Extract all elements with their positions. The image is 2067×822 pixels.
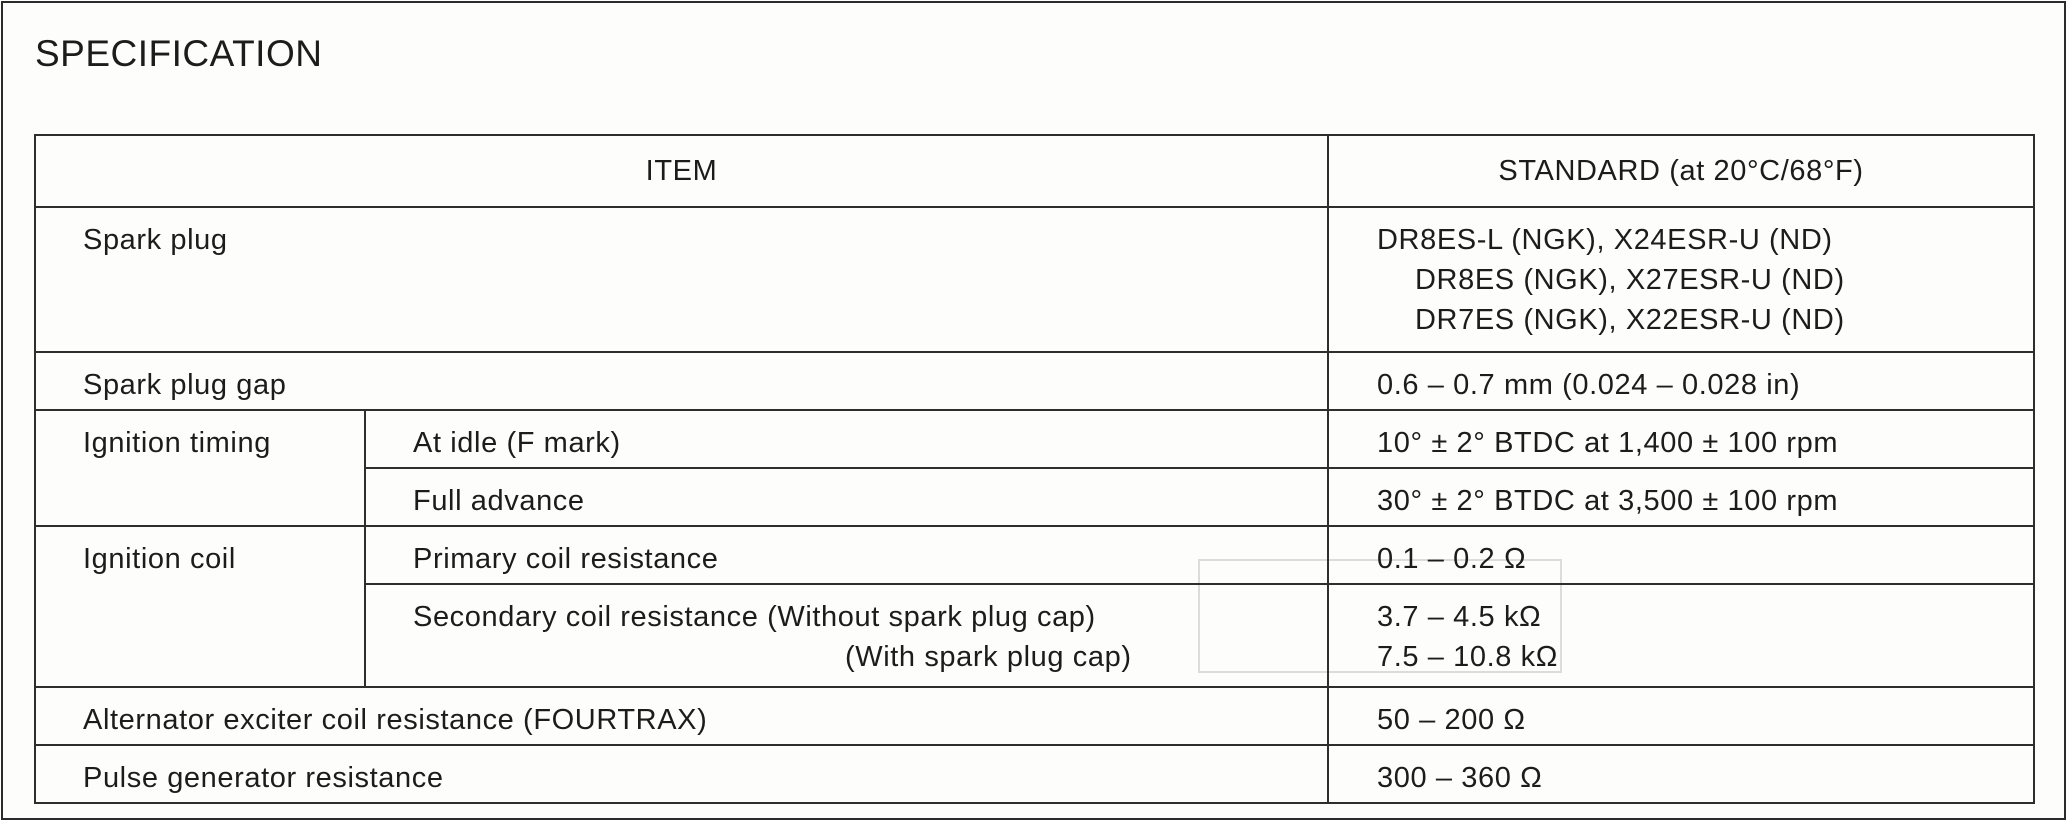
header-item: ITEM — [35, 135, 1328, 207]
item-pulse-generator — [35, 745, 1328, 803]
subitem-label: Primary coil resistance — [413, 543, 719, 575]
item-spark-plug-gap — [35, 352, 1328, 410]
subitem-label: Full advance — [413, 485, 585, 517]
value-full-advance — [1328, 468, 2034, 526]
value-spark-plug — [1328, 207, 2034, 352]
item-alternator — [35, 687, 1328, 745]
subitem-secondary-coil — [365, 584, 1328, 687]
item-label: Ignition timing — [83, 427, 271, 459]
value-text: 0.6 – 0.7 mm (0.024 – 0.028 in) — [1377, 369, 1801, 401]
value-text: 0.1 – 0.2 Ω — [1377, 543, 1527, 575]
item-ignition-coil — [35, 526, 365, 687]
value-with-cap: 7.5 – 10.8 kΩ — [1377, 641, 1559, 673]
item-label: Spark plug — [83, 224, 228, 256]
subitem-at-idle — [365, 410, 1328, 468]
value-secondary-coil — [1328, 584, 2034, 687]
manual-page — [1, 1, 2066, 820]
table-row-pulse-generator — [35, 745, 2034, 803]
spark-plug-value-1: DR8ES-L (NGK), X24ESR-U (ND) — [1377, 224, 1833, 256]
table-row-ignition-coil-primary — [35, 526, 2034, 584]
value-text: 50 – 200 Ω — [1377, 704, 1526, 736]
table-row-alternator — [35, 687, 2034, 745]
table-row-ignition-timing-idle — [35, 410, 2034, 468]
item-ignition-timing — [35, 410, 365, 526]
table-row-spark-plug-gap — [35, 352, 2034, 410]
value-without-cap: 3.7 – 4.5 kΩ — [1377, 601, 1542, 633]
item-label: Ignition coil — [83, 543, 236, 575]
header-standard: STANDARD (at 20°C/68°F) — [1328, 135, 2034, 207]
subitem-full-advance — [365, 468, 1328, 526]
table-row-spark-plug — [35, 207, 2034, 352]
page-title: SPECIFICATION — [35, 33, 323, 74]
value-primary-coil — [1328, 526, 2034, 584]
value-alternator — [1328, 687, 2034, 745]
specification-table — [34, 134, 2035, 804]
item-label: Pulse generator resistance — [83, 762, 444, 794]
spark-plug-value-2: DR8ES (NGK), X27ESR-U (ND) — [1415, 264, 1845, 296]
item-spark-plug — [35, 207, 1328, 352]
value-text: 30° ± 2° BTDC at 3,500 ± 100 rpm — [1377, 485, 1839, 517]
value-at-idle — [1328, 410, 2034, 468]
value-text: 10° ± 2° BTDC at 1,400 ± 100 rpm — [1377, 427, 1839, 459]
subitem-label-with-cap: (With spark plug cap) — [845, 641, 1132, 673]
item-label: Spark plug gap — [83, 369, 287, 401]
table-header-row — [35, 135, 2034, 207]
value-pulse-generator — [1328, 745, 2034, 803]
value-spark-plug-gap — [1328, 352, 2034, 410]
spark-plug-value-3: DR7ES (NGK), X22ESR-U (ND) — [1415, 304, 1845, 336]
subitem-primary-coil — [365, 526, 1328, 584]
value-text: 300 – 360 Ω — [1377, 762, 1543, 794]
subitem-label-without-cap: Secondary coil resistance (Without spark plug cap) — [413, 601, 1096, 633]
item-label: Alternator exciter coil resistance (FOURTRAX) — [83, 704, 708, 736]
subitem-label: At idle (F mark) — [413, 427, 621, 459]
